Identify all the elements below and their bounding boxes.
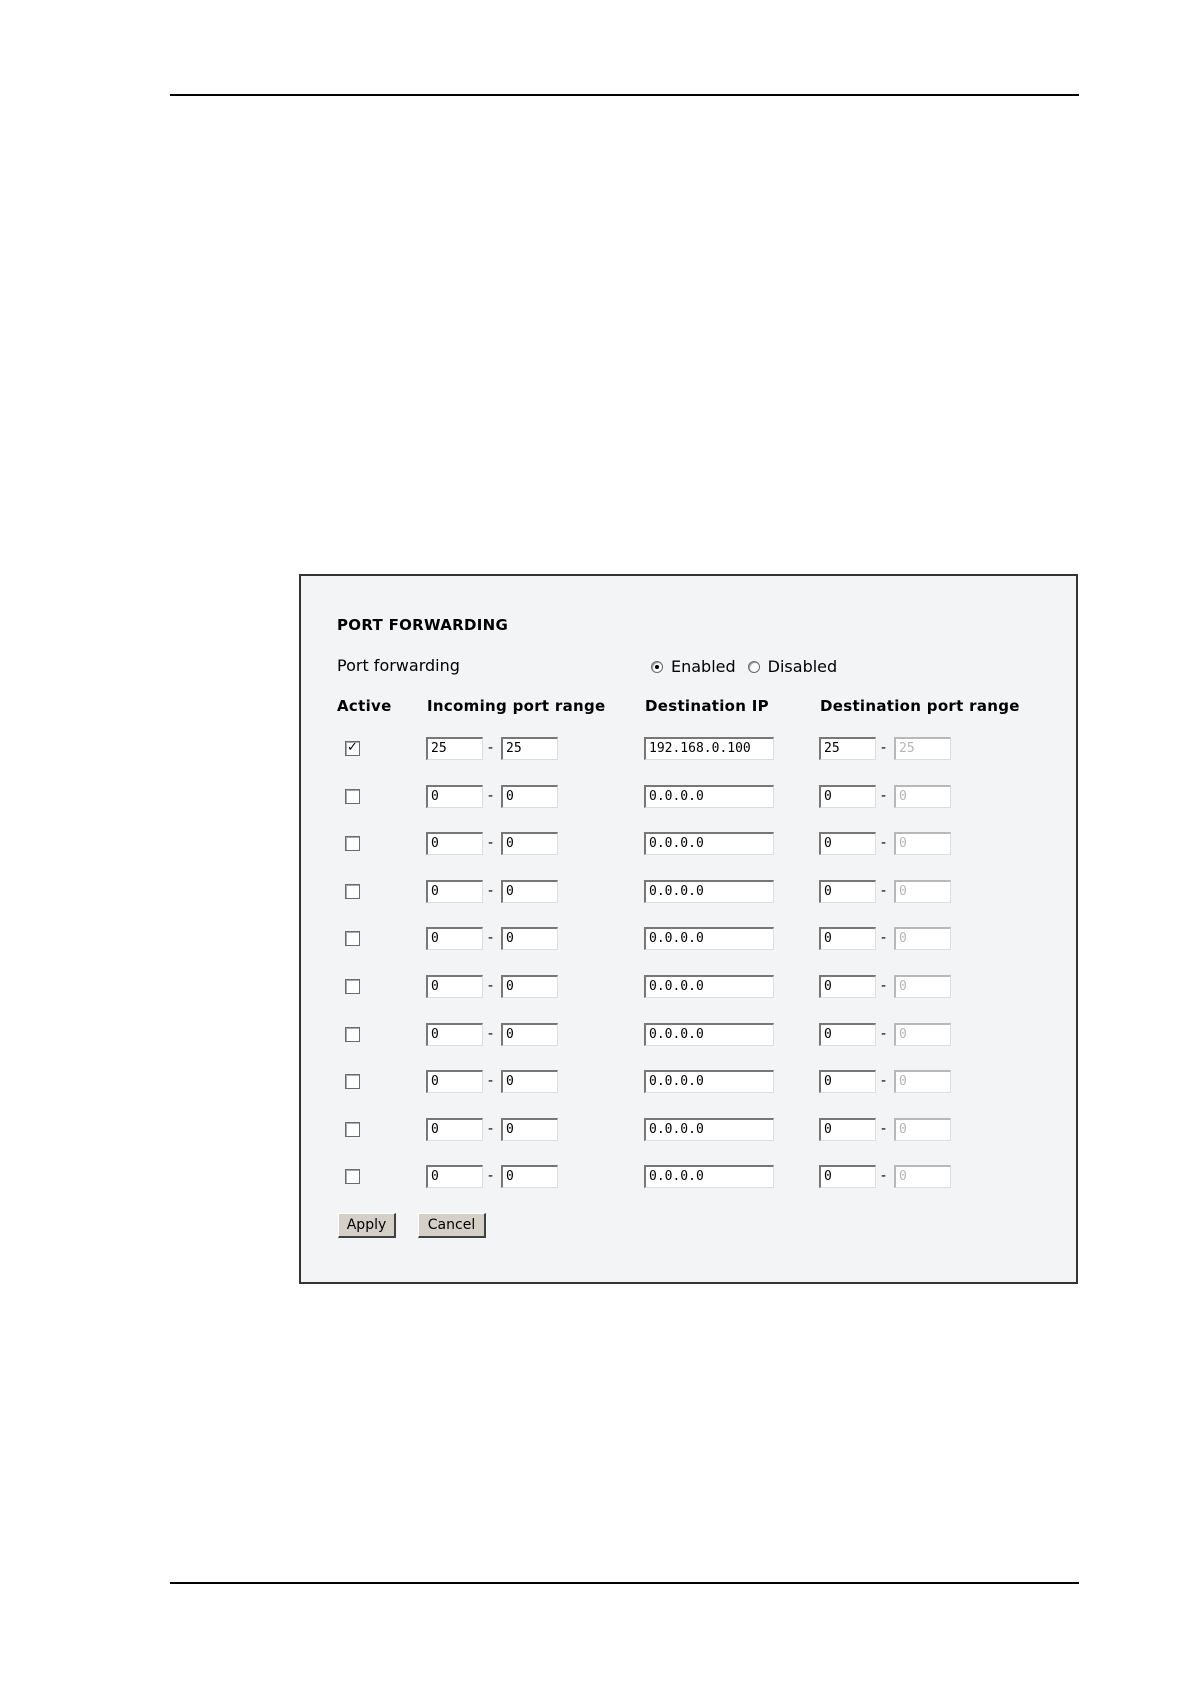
panel-title: PORT FORWARDING (337, 616, 509, 634)
active-checkbox[interactable] (345, 884, 360, 899)
active-checkbox[interactable]: ✓ (345, 741, 360, 756)
column-header-active: Active (337, 697, 392, 715)
destination-port-to-input: 25 (894, 737, 951, 760)
range-separator: - (881, 1120, 887, 1137)
incoming-port-to-input[interactable]: 0 (501, 880, 558, 903)
destination-port-to-input: 0 (894, 1118, 951, 1141)
active-checkbox[interactable] (345, 931, 360, 946)
incoming-port-from-input[interactable]: 25 (426, 737, 483, 760)
incoming-port-from-input[interactable]: 0 (426, 1070, 483, 1093)
range-separator: - (488, 740, 494, 756)
column-header-destination-ip: Destination IP (645, 697, 769, 715)
forwarding-rule-row (301, 879, 1076, 905)
incoming-port-from-input[interactable]: 0 (426, 785, 483, 808)
range-separator: - (488, 1073, 494, 1090)
port-forwarding-label: Port forwarding (337, 656, 460, 675)
active-checkbox[interactable] (345, 1169, 360, 1184)
forwarding-rule-row (301, 974, 1076, 1000)
destination-port-from-input[interactable]: 0 (819, 880, 876, 903)
incoming-port-from-input[interactable]: 0 (426, 880, 483, 903)
range-separator: - (881, 787, 887, 804)
range-separator: - (881, 835, 887, 852)
incoming-port-to-input[interactable]: 0 (501, 975, 558, 998)
destination-ip-input[interactable]: 0.0.0.0 (644, 1118, 774, 1141)
incoming-port-to-input[interactable]: 0 (501, 832, 558, 855)
range-separator: - (488, 1025, 494, 1042)
incoming-port-to-input[interactable]: 0 (501, 1070, 558, 1093)
active-checkbox[interactable] (345, 836, 360, 851)
active-checkbox[interactable] (345, 1122, 360, 1137)
destination-port-from-input[interactable]: 0 (819, 975, 876, 998)
destination-ip-input[interactable]: 0.0.0.0 (644, 975, 774, 998)
forwarding-rule-row (301, 1069, 1076, 1095)
incoming-port-to-input[interactable]: 0 (501, 1023, 558, 1046)
range-separator: - (881, 740, 887, 756)
forwarding-rule-row (301, 1022, 1076, 1048)
destination-port-to-input: 0 (894, 832, 951, 855)
range-separator: - (488, 978, 494, 994)
range-separator: - (881, 1168, 887, 1185)
destination-port-from-input[interactable]: 25 (819, 737, 876, 760)
range-separator: - (881, 1025, 887, 1042)
forwarding-rule-row (301, 831, 1076, 857)
forwarding-rule-row (301, 926, 1076, 952)
incoming-port-to-input[interactable]: 0 (501, 1165, 558, 1188)
range-separator: - (488, 1168, 494, 1185)
range-separator: - (881, 978, 887, 994)
destination-port-to-input: 0 (894, 1070, 951, 1093)
destination-ip-input[interactable]: 0.0.0.0 (644, 880, 774, 903)
destination-port-from-input[interactable]: 0 (819, 927, 876, 950)
range-separator: - (488, 930, 494, 947)
destination-port-to-input: 0 (894, 975, 951, 998)
destination-port-to-input: 0 (894, 1165, 951, 1188)
apply-button[interactable]: Apply (338, 1213, 396, 1238)
destination-ip-input[interactable]: 0.0.0.0 (644, 1070, 774, 1093)
enabled-label: Enabled (671, 657, 736, 676)
destination-ip-input[interactable]: 0.0.0.0 (644, 1023, 774, 1046)
forwarding-rule-row (301, 784, 1076, 810)
incoming-port-from-input[interactable]: 0 (426, 1118, 483, 1141)
destination-ip-input[interactable]: 0.0.0.0 (644, 785, 774, 808)
incoming-port-from-input[interactable]: 0 (426, 927, 483, 950)
incoming-port-to-input[interactable]: 0 (501, 785, 558, 808)
range-separator: - (488, 835, 494, 852)
active-checkbox[interactable] (345, 1074, 360, 1089)
forwarding-rule-row (301, 1117, 1076, 1143)
destination-port-from-input[interactable]: 0 (819, 1070, 876, 1093)
destination-port-from-input[interactable]: 0 (819, 832, 876, 855)
port-forwarding-panel (299, 574, 1078, 1284)
forwarding-rule-row (301, 1164, 1076, 1190)
destination-port-to-input: 0 (894, 927, 951, 950)
destination-port-from-input[interactable]: 0 (819, 1023, 876, 1046)
destination-port-from-input[interactable]: 0 (819, 785, 876, 808)
incoming-port-to-input[interactable]: 0 (501, 1118, 558, 1141)
destination-ip-input[interactable]: 0.0.0.0 (644, 832, 774, 855)
cancel-button[interactable]: Cancel (418, 1213, 486, 1238)
port-forwarding-radio-group (651, 657, 849, 676)
active-checkbox[interactable] (345, 789, 360, 804)
active-checkbox[interactable] (345, 979, 360, 994)
range-separator: - (881, 882, 887, 899)
incoming-port-from-input[interactable]: 0 (426, 1165, 483, 1188)
destination-ip-input[interactable]: 0.0.0.0 (644, 927, 774, 950)
destination-port-from-input[interactable]: 0 (819, 1165, 876, 1188)
disabled-radio[interactable] (748, 661, 760, 673)
incoming-port-to-input[interactable]: 0 (501, 927, 558, 950)
destination-port-to-input: 0 (894, 1023, 951, 1046)
destination-ip-input[interactable]: 0.0.0.0 (644, 1165, 774, 1188)
range-separator: - (488, 787, 494, 804)
incoming-port-from-input[interactable]: 0 (426, 1023, 483, 1046)
range-separator: - (488, 1120, 494, 1137)
destination-port-from-input[interactable]: 0 (819, 1118, 876, 1141)
range-separator: - (881, 1073, 887, 1090)
column-header-destination-port-range: Destination port range (820, 697, 1020, 715)
range-separator: - (881, 930, 887, 947)
incoming-port-from-input[interactable]: 0 (426, 832, 483, 855)
page-footer-rule (170, 1582, 1079, 1584)
range-separator: - (488, 882, 494, 899)
incoming-port-to-input[interactable]: 25 (501, 737, 558, 760)
destination-port-to-input: 0 (894, 880, 951, 903)
enabled-option[interactable] (651, 657, 736, 676)
destination-port-to-input: 0 (894, 785, 951, 808)
disabled-option[interactable] (748, 657, 838, 676)
incoming-port-from-input[interactable]: 0 (426, 975, 483, 998)
column-header-incoming-port-range: Incoming port range (427, 697, 606, 715)
page-header-rule (170, 94, 1079, 96)
destination-ip-input[interactable]: 192.168.0.100 (644, 737, 774, 760)
forwarding-rule-row (301, 736, 1076, 762)
enabled-radio[interactable] (651, 661, 663, 673)
active-checkbox[interactable] (345, 1027, 360, 1042)
disabled-label: Disabled (767, 657, 838, 676)
